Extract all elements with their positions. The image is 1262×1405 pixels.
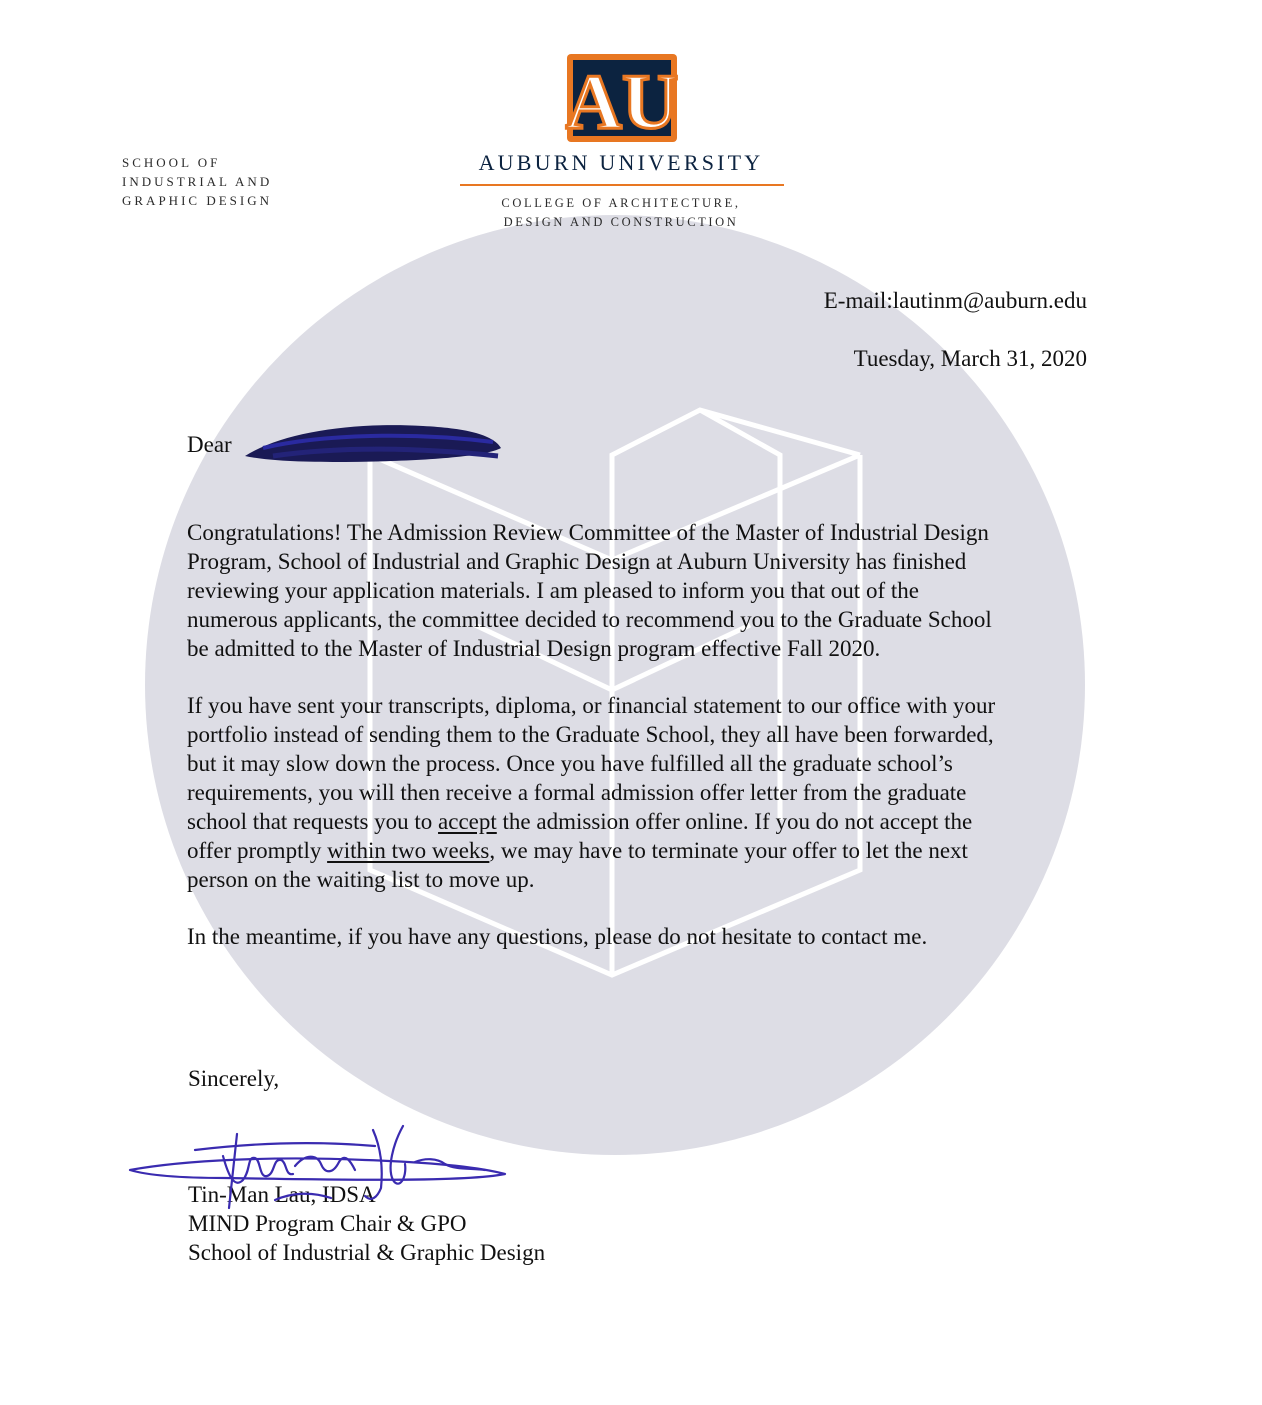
closing: Sincerely, (188, 1066, 280, 1091)
paragraph2-line: If you have sent your transcripts, diploma, or financial statement to our office with your (187, 693, 996, 718)
college-line-2: DESIGN AND CONSTRUCTION (503, 215, 739, 229)
underlined-deadline: within two weeks (327, 838, 490, 863)
paragraph1-line: Program, School of Industrial and Graphic Design at Auburn University has finished (187, 549, 967, 574)
underlined-accept: accept (438, 809, 497, 834)
college-name (440, 194, 802, 232)
paragraph2-line (187, 807, 1087, 836)
line-text: , we may have to terminate your offer to let the next (489, 838, 968, 863)
department-line-1: SCHOOL OF (122, 155, 221, 170)
paragraph2-line: but it may slow down the process. Once you have fulfilled all the graduate school’s (187, 751, 953, 776)
paragraph-instructions (187, 691, 1087, 894)
department-name (122, 153, 272, 210)
line-text: offer promptly (187, 838, 328, 863)
handwritten-signature (125, 1118, 515, 1218)
paragraph1-line: be admitted to the Master of Industrial Design program effective Fall 2020. (187, 636, 881, 661)
letter-date: Tuesday, March 31, 2020 (853, 346, 1087, 371)
university-name: AUBURN UNIVERSITY (478, 150, 764, 175)
header-divider (460, 184, 784, 186)
paragraph2-line: requirements, you will then receive a formal admission offer letter from the graduate (187, 780, 967, 805)
sender-email: E-mail:lautinm@auburn.edu (823, 288, 1087, 313)
paragraph1-line: reviewing your application materials. I am pleased to inform you that out of the (187, 578, 919, 603)
paragraph2-line: person on the waiting list to move up. (187, 867, 535, 892)
line-text: school that requests you to (187, 809, 439, 834)
redaction-scribble (243, 418, 508, 466)
department-line-3: GRAPHIC DESIGN (122, 193, 272, 208)
paragraph3-line: In the meantime, if you have any questions, please do not hesitate to contact me. (187, 924, 928, 949)
department-line-2: INDUSTRIAL AND (122, 174, 273, 189)
line-text: the admission offer online. If you do not accept the (496, 809, 973, 834)
paragraph1-line: Congratulations! The Admission Review Committee of the Master of Industrial Design (187, 520, 989, 545)
auburn-au-logo (563, 44, 681, 144)
paragraph1-line: numerous applicants, the committee decided to recommend you to the Graduate School (187, 607, 992, 632)
logo-text: AU (565, 58, 679, 144)
paragraph2-line (187, 836, 1087, 865)
paragraph2-line: portfolio instead of sending them to the Graduate School, they all have been forwarded, (187, 722, 994, 747)
college-line-1: COLLEGE OF ARCHITECTURE, (501, 196, 741, 210)
paragraph-congratulations (187, 518, 1087, 663)
signer-name: Tin-Man Lau, IDSA (188, 1182, 376, 1207)
signer-school: School of Industrial & Graphic Design (188, 1240, 546, 1265)
signer-title: MIND Program Chair & GPO (188, 1211, 467, 1236)
paragraph-contact (187, 922, 1087, 951)
salutation: Dear (187, 432, 232, 457)
